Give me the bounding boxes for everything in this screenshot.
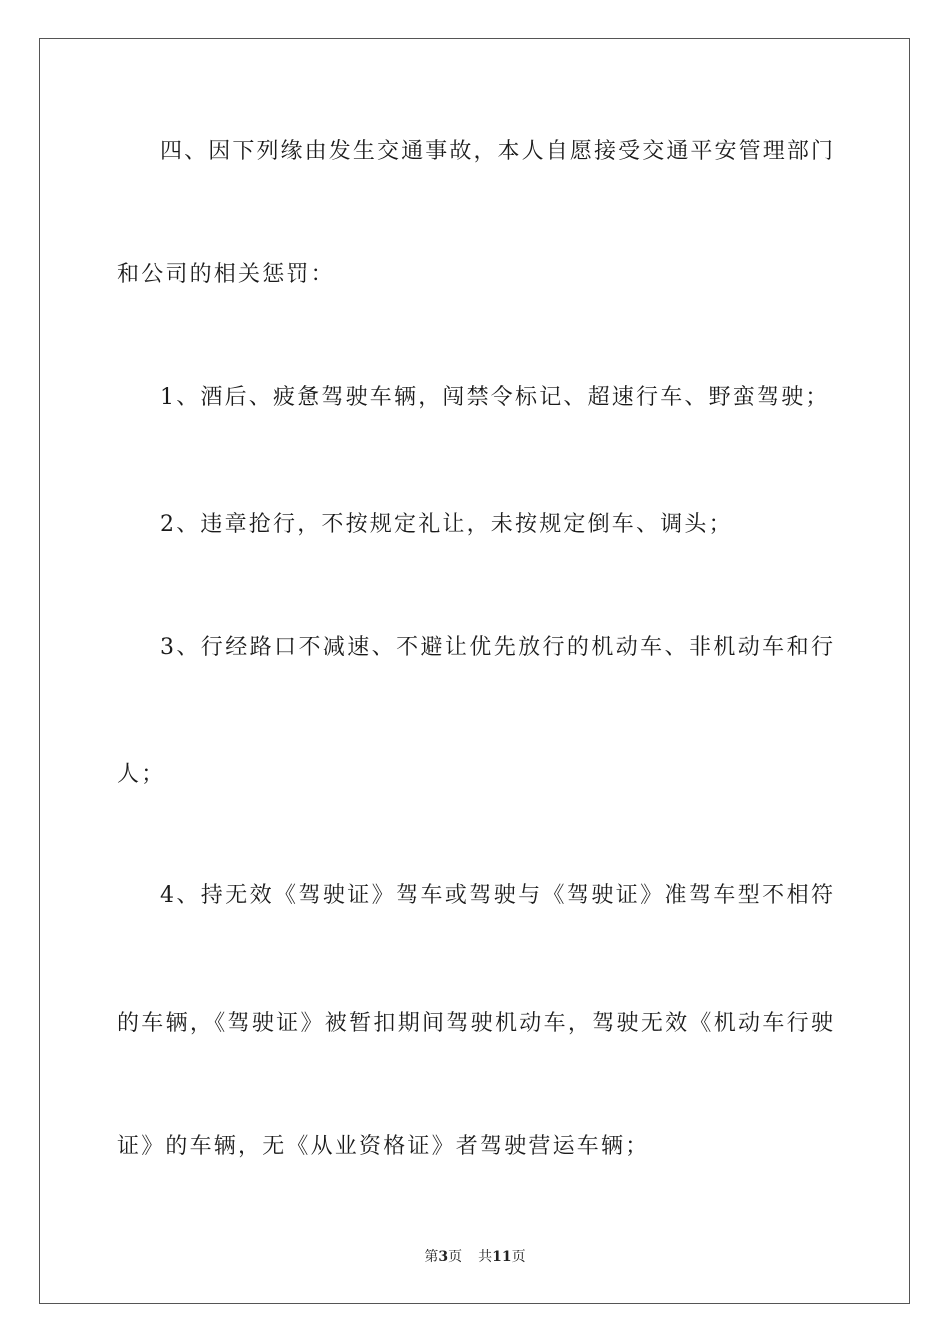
total-suffix: 页 <box>511 1249 526 1265</box>
page-border <box>39 38 910 1304</box>
page-prefix: 第 <box>424 1249 439 1265</box>
page-footer <box>0 1248 950 1266</box>
list-item-3-line-2: 人； <box>117 762 166 787</box>
list-item-2: 2、违章抢行，不按规定礼让，未按规定倒车、调头； <box>160 512 733 537</box>
list-item-4-line-2: 的车辆，《驾驶证》被暂扣期间驾驶机动车，驾驶无效《机动车行驶 <box>117 1011 833 1036</box>
list-item-4-line-3: 证》的车辆，无《从业资格证》者驾驶营运车辆； <box>117 1134 650 1159</box>
page-suffix: 页 <box>448 1249 463 1265</box>
list-item-4-line-1: 4、持无效《驾驶证》驾车或驾驶与《驾驶证》准驾车型不相符 <box>160 883 833 908</box>
paragraph-4-line-1: 四、因下列缘由发生交通事故，本人自愿接受交通平安管理部门 <box>160 139 833 164</box>
total-prefix: 共 <box>478 1249 493 1265</box>
paragraph-4-line-2: 和公司的相关惩罚： <box>117 262 335 287</box>
total-pages: 11 <box>492 1249 512 1265</box>
page-number: 3 <box>438 1249 449 1265</box>
list-item-3-line-1: 3、行经路口不减速、不避让优先放行的机动车、非机动车和行 <box>160 635 833 660</box>
list-item-1: 1、酒后、疲惫驾驶车辆，闯禁令标记、超速行车、野蛮驾驶； <box>160 385 830 410</box>
